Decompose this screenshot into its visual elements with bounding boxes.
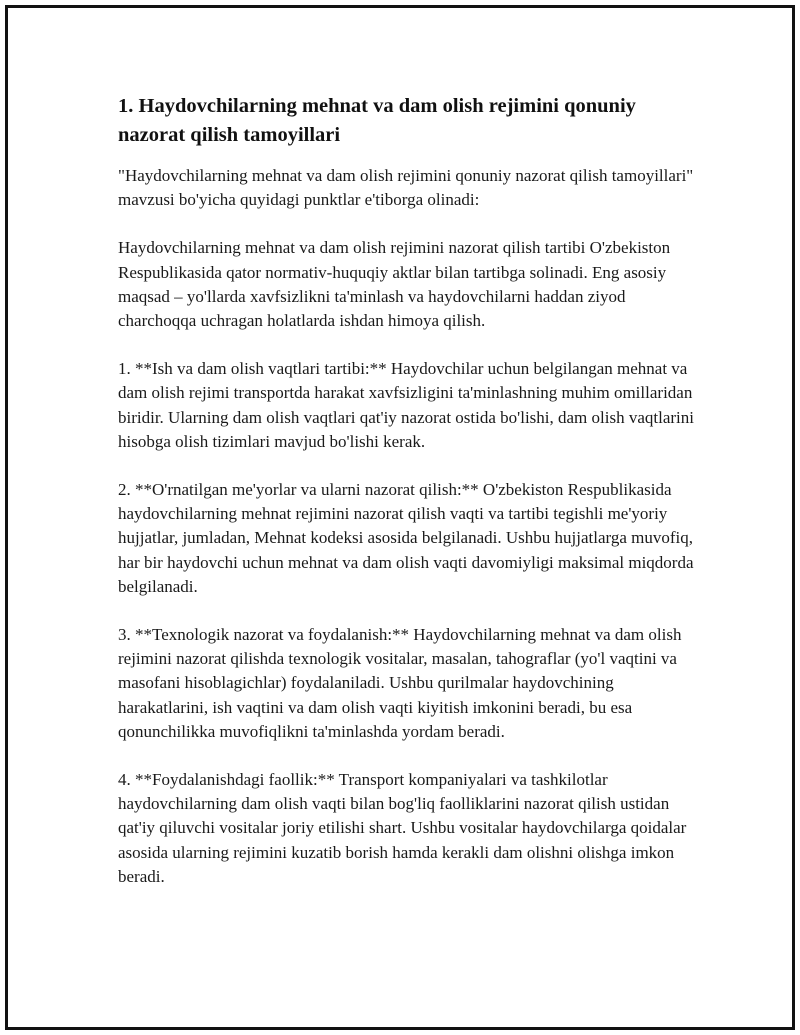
document-title: 1. Haydovchilarning mehnat va dam olish rejimini qonuniy nazorat qilish tamoyillari: [118, 95, 636, 146]
point-3-paragraph: 3. **Texnologik nazorat va foydalanish:** Haydovchilarning mehnat va dam olish rejimini nazorat qilishda texnologik vositalar, masalan, tahograflar (yo'l vaqtini va masofani hisoblagichlar) foydalaniladi. Ushbu qurilmalar haydovchining harakatlarini, ish vaqtini va dam olish vaqti kiyitish imkonini beradi, bu esa qonunchilikka muvofiqlikni ta'minlashda yordam beradi.: [118, 625, 682, 741]
intro-paragraph: "Haydovchilarning mehnat va dam olish rejimini qonuniy nazorat qilish tamoyillari" mavzusi bo'yicha quyidagi punktlar e'tiborga olinadi:: [118, 166, 694, 210]
point-1-paragraph: 1. **Ish va dam olish vaqtlari tartibi:** Haydovchilar uchun belgilangan mehnat va dam olish rejimi transportda harakat xavfsizligini ta'minlashning muhim omillaridan biridir. Ularning dam olish vaqtlari qat'iy nazorat ostida bo'lishi, dam olish vaqtlarini hisobga olish tizimlari mavjud bo'lishi kerak.: [118, 359, 694, 451]
point-4-paragraph: 4. **Foydalanishdagi faollik:** Transport kompaniyalari va tashkilotlar haydovchilarning dam olish vaqti bilan bog'liq faolliklarini nazorat qilish ustidan qat'iy qiluvchi vositalar joriy etilishi shart. Ushbu vositalar haydovchilarga qoidalar asosida ularning rejimini kuzatib borish hamda kerakli dam olishni olishga imkon beradi.: [118, 770, 687, 886]
document-body: [118, 92, 698, 913]
overview-paragraph: Haydovchilarning mehnat va dam olish rejimini nazorat qilish tartibi O'zbekiston Respublikasida qator normativ-huquqiy aktlar bilan tartibga solinadi. Eng asosiy maqsad – yo'llarda xavfsizlikni ta'minlash va haydovchilarni haddan ziyod charchoqqa uchragan holatlarda ishdan himoya qilish.: [118, 238, 671, 331]
point-2-paragraph: 2. **O'rnatilgan me'yorlar va ularni nazorat qilish:** O'zbekiston Respublikasida haydovchilarning mehnat rejimini nazorat qilish vaqti va tartibi tegishli me'yoriy hujjatlar, jumladan, Mehnat kodeksi asosida belgilanadi. Ushbu hujjatlarga muvofiq, har bir haydovchi uchun mehnat va dam olish vaqti davomiyligi maksimal miqdorda belgilanadi.: [118, 480, 694, 596]
